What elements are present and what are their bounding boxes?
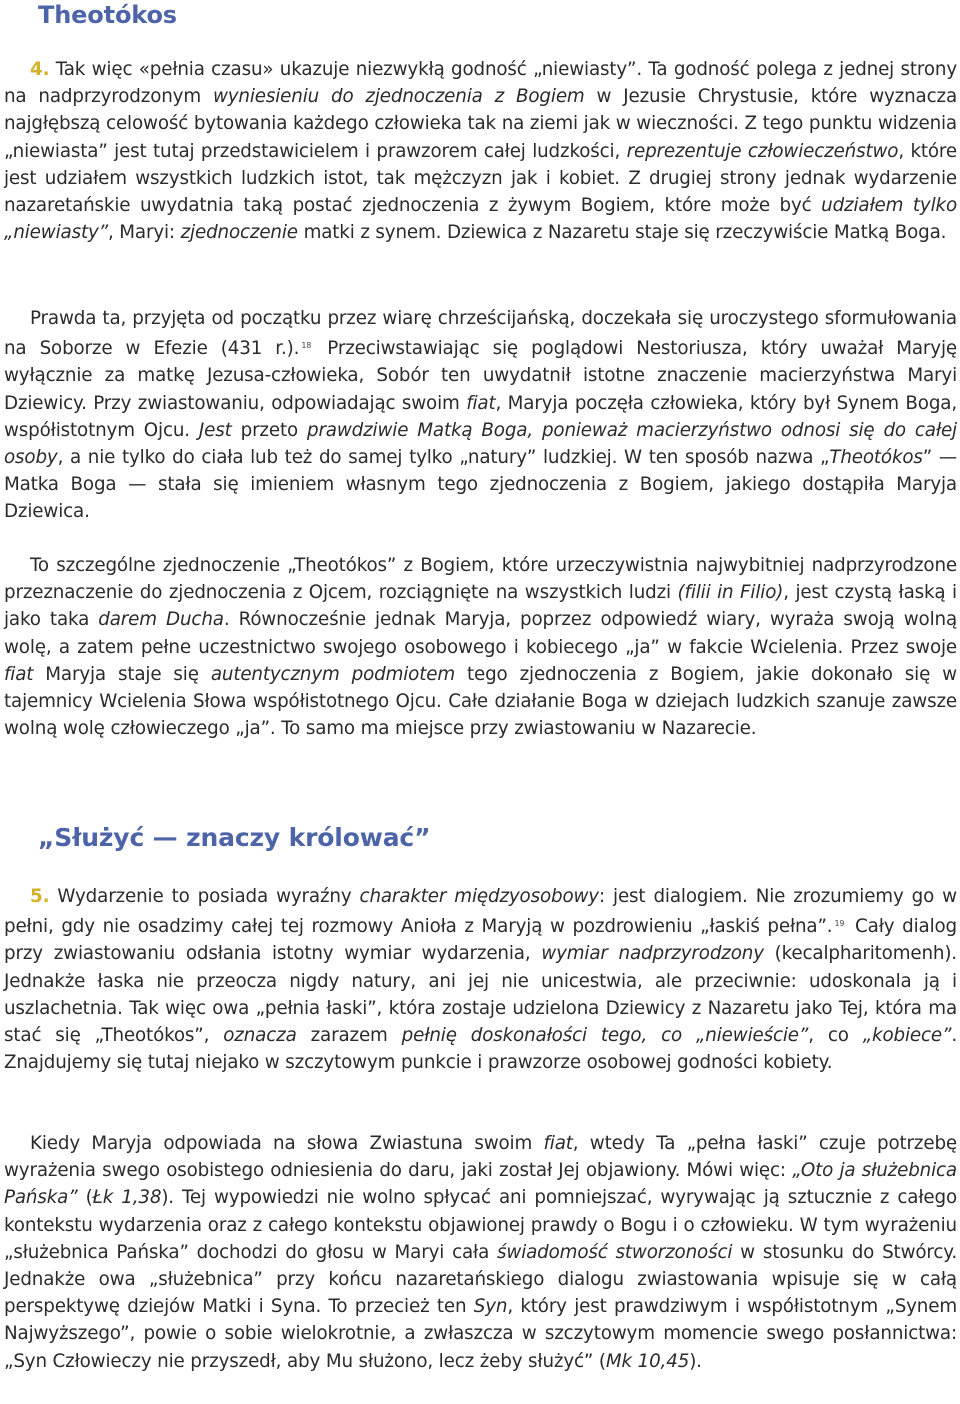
text-run: ( — [77, 1187, 93, 1209]
emphasis-text: charakter międzyosobowy — [359, 886, 599, 907]
text-run: , jest czystą łaską i jako taka — [4, 582, 957, 631]
text-run: , wtedy Ta „pełna łaski” czuje potrzebę wyrażenia swego osobistego odniesienia do daru, jaki został Jej objawiony. Mówi więc: — [4, 1133, 957, 1182]
footnote-ref[interactable]: 19 — [834, 919, 845, 929]
text-run: , a nie tylko do ciała lub też do samej tylko „natury” ludzkiej. W ten sposób nazwa „ — [57, 447, 830, 469]
emphasis-text: pełnię doskonałości tego, co „niewieście” — [401, 1025, 809, 1047]
footnote-ref[interactable]: 18 — [301, 341, 312, 351]
text-run: ). Tej wypowiedzi nie wolno spłycać ani pomniejszać, wyrywając ją sztucznie z całego kontekstu wydarzenia oraz z całego kontekstu objawionej prawdy o Bogu i o człowieku. W tym wyrażeniu „służebnica Pańska” dochodzi do głosu w Maryi cała — [4, 1187, 957, 1263]
emphasis-text: reprezentuje człowieczeństwo — [626, 140, 899, 162]
emphasis-text: Theotókos — [829, 447, 923, 469]
emphasis-text: „kobiece” — [862, 1025, 952, 1047]
paragraph-3 — [4, 552, 957, 742]
text-run: ” — Matka Boga — stała się imieniem własnym tego zjednoczenia z Bogiem, jakiego dostąpiła Maryja Dziewica. — [4, 447, 957, 523]
emphasis-text: autentycznym podmiotem — [210, 663, 455, 685]
paragraph-5 — [4, 1130, 957, 1375]
text-run: : jest dialogiem. Nie zrozumiemy go w pełni, gdy nie osadzimy całej tej rozmowy Anioła z Maryją w pozdrowieniu „łaskiś pełna”. — [4, 886, 957, 938]
text-run: zarazem — [296, 1025, 402, 1047]
text-run: , który jest prawdziwym i współistotnym „Synem Najwyższego”, powie o sobie wielokrotnie, a zwłaszcza w szczytowym momencie swego posłannictwa: „Syn Człowieczy nie przyszedł, aby Mu służono, lecz żeby służyć” ( — [4, 1296, 958, 1372]
text-run: , które jest udziałem wszystkich ludzkich istot, tak mężczyzn jak i kobiet. Z drugiej strony jednak wydarzenie nazaretańskie uwydatnia taką postać zjednoczenia z żywym Bogiem, które może być — [4, 140, 957, 217]
emphasis-text: świadomość stworzoności — [497, 1241, 733, 1263]
emphasis-text: prawdziwie Matką Boga, ponieważ macierzyństwo odnosi się do całej osoby — [4, 419, 957, 469]
emphasis-text: darem Ducha — [98, 609, 224, 631]
text-run: To szczególne zjednoczenie „Theotókos” z Bogiem, które urzeczywistnia najwybitniej nadprzyrodzone przeznaczenie do zjednoczenia z Ojcem, rozciągnięte na wszystkich ludzi — [4, 555, 957, 604]
emphasis-text: Syn — [473, 1296, 508, 1318]
text-run: w Jezusie Chrystusie, które wyznacza najgłębszą celowość bytowania każdego człowieka tak na ziemi jak w wieczności. Z tego punktu widzenia „niewiasta” jest tutaj przedstawicielem i prawzorem całej ludzkości, — [4, 86, 958, 162]
paragraph-number: 4. — [30, 59, 50, 80]
emphasis-text: (filii in Filio) — [677, 582, 784, 604]
paragraph-4 — [4, 883, 957, 1076]
emphasis-text: wyniesieniu do zjednoczenia z Bogiem — [212, 86, 585, 108]
page-title: Theotókos — [38, 1, 177, 29]
emphasis-text: wymiar nadprzyrodzony — [541, 943, 764, 965]
emphasis-text: udziałem tylko „niewiasty” — [4, 195, 957, 244]
paragraph-2 — [4, 305, 957, 526]
text-run: w stosunku do Stwórcy. Jednakże owa „służebnica” przy końcu nazaretańskiego dialogu zwiastowania wpisuje się w całą perspektywę dziejów Matki i Syna. To przecież ten — [4, 1241, 957, 1318]
text-run: tego zjednoczenia z Bogiem, jakie dokonało się w tajemnicy Wcielenia Słowa współistotnego Ojcu. Całe działanie Boga w dziejach ludzkich szanuje zawsze wolną wolę człowieczego „ja”. To samo ma miejsce przy zwiastowaniu w Nazarecie. — [4, 663, 957, 740]
text-run: ). — [689, 1350, 702, 1372]
text-run: , co — [808, 1025, 863, 1047]
emphasis-text: fiat — [543, 1133, 573, 1154]
text-run: Maryja staje się — [33, 663, 211, 685]
emphasis-text: Jest — [198, 419, 232, 441]
paragraph-number: 5. — [30, 886, 50, 907]
text-run: matki z synem. Dziewica z Nazaretu staje się rzeczywiście Matką Boga. — [297, 222, 947, 244]
text-run: Wydarzenie to posiada wyraźny — [49, 886, 360, 907]
text-run: . Znajdujemy się tutaj niejako w szczytowym punkcie i prawzorze osobowej godności kobiety. — [4, 1025, 957, 1074]
emphasis-text: „Oto ja służebnica Pańska” — [4, 1160, 957, 1209]
emphasis-text: oznacza — [223, 1025, 297, 1047]
emphasis-text: Łk 1,38 — [92, 1187, 162, 1209]
text-run: Tak więc «pełnia czasu» ukazuje niezwykłą godność „niewiasty”. Ta godność polega z jednej strony na nadprzyrodzonym — [4, 59, 957, 108]
text-run: , Maryja poczęła człowieka, który był Synem Boga, współistotnym Ojcu. — [4, 392, 958, 441]
text-run: Prawda ta, przyjęta od początku przez wiarę chrześcijańską, doczekała się uroczystego sformułowania na Soborze w Efezie (431 r.). — [4, 308, 957, 360]
text-run: , Maryi: — [107, 222, 181, 244]
text-run: Przeciwstawiając się poglądowi Nestoriusza, który uważał Maryję wyłącznie za matkę Jezusa-człowieka, Sobór ten uwydatnił istotne znaczenie macierzyństwa Maryi Dziewicy. Przy zwiastowaniu, odpowiadając swoim — [4, 338, 957, 414]
emphasis-text: fiat — [466, 392, 496, 414]
emphasis-text: fiat — [4, 663, 34, 685]
section-title: „Służyć — znaczy królować” — [38, 823, 431, 852]
emphasis-text: zjednoczenie — [180, 222, 298, 244]
text-run: . Równocześnie jednak Maryja, poprzez odpowiedź wiary, wyraża swoją wolną wolę, a zatem pełne uczestnictwo swojego osobowego i kobiecego „ja” w fakcie Wcielenia. Przez swoje — [4, 609, 957, 658]
text-run: Cały dialog przy zwiastowaniu odsłania istotny wymiar wydarzenia, — [4, 916, 957, 965]
emphasis-text: Mk 10,45 — [605, 1350, 690, 1372]
text-run: (kecalpharitomenh). Jednakże łaska nie przeocza nigdy natury, ani jej nie unicestwia, ale przeciwnie: udoskonala ją i uszlachetnia. Tak więc owa „pełnia łaski”, która zostaje udzielona Dziewicy z Nazaretu jako Tej, która ma stać się „Theotókos”, — [4, 943, 957, 1047]
paragraph-1 — [4, 56, 957, 246]
text-run: przeto — [231, 419, 307, 441]
text-run: Kiedy Maryja odpowiada na słowa Zwiastuna swoim — [30, 1133, 544, 1154]
